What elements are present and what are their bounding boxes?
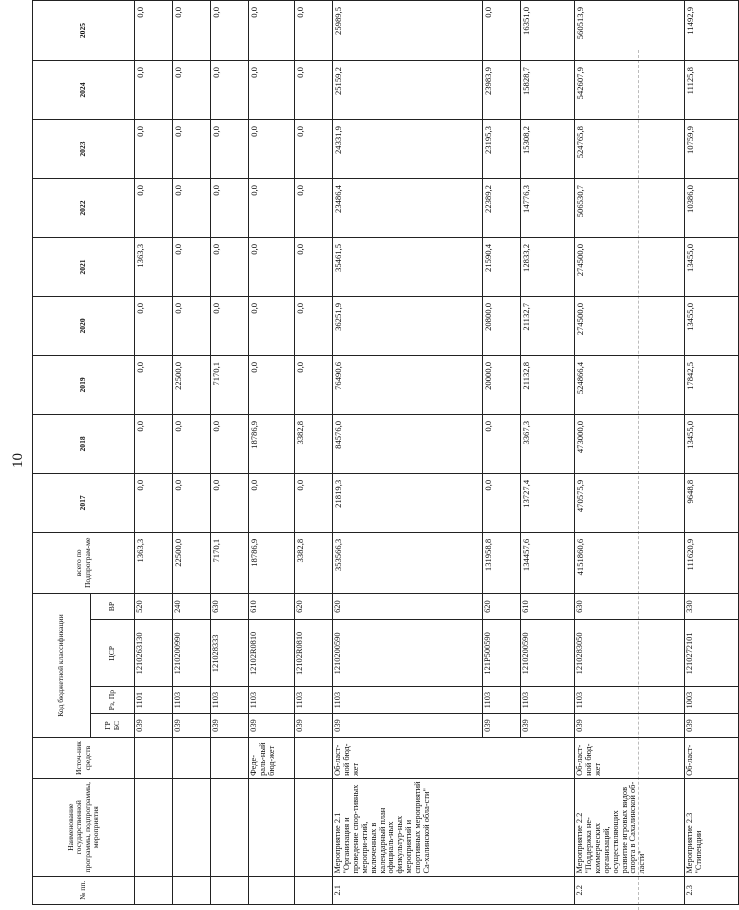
row-number — [295, 876, 333, 904]
row-number: 2.3 — [685, 876, 739, 904]
row-number — [211, 876, 249, 904]
funding-source — [211, 738, 249, 779]
year-value: 7170,1 — [211, 355, 249, 414]
year-value: 84576,0 — [333, 414, 483, 473]
csr-code: 1210200990 — [173, 620, 211, 687]
year-value: 22500,0 — [173, 355, 211, 414]
year-value: 524765,8 — [575, 120, 685, 179]
year-value: 0,0 — [211, 473, 249, 532]
csr-code: 12102R0810 — [249, 620, 295, 687]
year-value: 0,0 — [135, 414, 173, 473]
year-value: 0,0 — [249, 1, 295, 61]
header-year: 2023 — [33, 120, 135, 179]
year-value: 0,0 — [173, 1, 211, 61]
total-value: 18786,9 — [249, 532, 295, 593]
csr-code: 1210200590 — [521, 620, 575, 687]
year-value: 0,0 — [295, 120, 333, 179]
year-value: 0,0 — [249, 355, 295, 414]
year-value: 23486,4 — [333, 179, 483, 238]
year-value: 9648,8 — [685, 473, 739, 532]
year-value: 0,0 — [295, 179, 333, 238]
year-value: 36251,9 — [333, 296, 483, 355]
header-year: 2020 — [33, 296, 135, 355]
csr-code: 1210283050 — [575, 620, 685, 687]
csr-code: 12102R0810 — [295, 620, 333, 687]
year-value: 13455,0 — [685, 296, 739, 355]
csr-code: 1210272101 — [685, 620, 739, 687]
year-value: 3367,3 — [521, 414, 575, 473]
rotated-document-sheet — [10, 0, 703, 905]
year-value: 473000,0 — [575, 414, 685, 473]
funding-source — [173, 738, 211, 779]
vr-code: 620 — [295, 593, 333, 619]
row-name — [173, 778, 211, 876]
year-value: 0,0 — [135, 296, 173, 355]
funding-source — [295, 738, 333, 779]
year-value: 0,0 — [135, 1, 173, 61]
header-num: № пп. — [33, 876, 135, 904]
budget-table — [32, 0, 739, 905]
header-year: 2024 — [33, 61, 135, 120]
row-name — [135, 778, 173, 876]
grbs-code: 039 — [685, 713, 739, 737]
total-value: 111620,9 — [685, 532, 739, 593]
vr-code: 330 — [685, 593, 739, 619]
year-value: 0,0 — [295, 296, 333, 355]
header-year: 2017 — [33, 473, 135, 532]
year-value: 0,0 — [295, 61, 333, 120]
table-row — [135, 1, 173, 905]
year-value: 506530,7 — [575, 179, 685, 238]
grbs-code: 039 — [249, 713, 295, 737]
csr-code: 121P500590 — [483, 620, 521, 687]
year-value: 12833,2 — [521, 238, 575, 297]
rzpr-code: 1101 — [135, 687, 173, 713]
year-value: 0,0 — [249, 238, 295, 297]
year-value: 0,0 — [211, 61, 249, 120]
year-value: 11492,9 — [685, 1, 739, 61]
year-value: 470575,9 — [575, 473, 685, 532]
table-row — [295, 1, 333, 905]
rzpr-code: 1103 — [575, 687, 685, 713]
total-value: 353566,3 — [333, 532, 483, 593]
year-value: 0,0 — [135, 355, 173, 414]
year-value: 21819,3 — [333, 473, 483, 532]
header-csr: ЦСР — [91, 620, 135, 687]
year-value: 76490,6 — [333, 355, 483, 414]
year-value: 20800,0 — [483, 296, 521, 355]
year-value: 0,0 — [295, 473, 333, 532]
table-body — [135, 1, 739, 905]
row-name: Мероприятие 2.1 "Организация и проведение спор-тивных меропри-ятий, включенных в календарный план официаль-ных физкультур-ных мероприятий и спортивных мероприятий Са-халинской обла-сти" — [333, 778, 575, 876]
rzpr-code: 1103 — [295, 687, 333, 713]
year-value: 35461,5 — [333, 238, 483, 297]
header-rzpr: Рз, Пр — [91, 687, 135, 713]
year-value: 1363,3 — [135, 238, 173, 297]
year-value: 0,0 — [249, 120, 295, 179]
row-number — [249, 876, 295, 904]
header-name: Наименование государственной программы, подпрограммы, мероприятия — [33, 778, 135, 876]
vr-code: 630 — [575, 593, 685, 619]
csr-code: 1210263130 — [135, 620, 173, 687]
row-name — [295, 778, 333, 876]
year-value: 16351,0 — [521, 1, 575, 61]
grbs-code: 039 — [575, 713, 685, 737]
funding-source: Об-ласт- — [685, 738, 739, 779]
row-number — [173, 876, 211, 904]
year-value: 0,0 — [173, 120, 211, 179]
rzpr-code: 1103 — [173, 687, 211, 713]
year-value: 0,0 — [135, 61, 173, 120]
header-vr: ВР — [91, 593, 135, 619]
year-value: 0,0 — [295, 1, 333, 61]
csr-code: 121028333 — [211, 620, 249, 687]
vr-code: 610 — [249, 593, 295, 619]
year-value: 0,0 — [483, 414, 521, 473]
year-value: 14776,3 — [521, 179, 575, 238]
year-value: 0,0 — [483, 473, 521, 532]
year-value: 24331,9 — [333, 120, 483, 179]
year-value: 13455,0 — [685, 414, 739, 473]
year-value: 0,0 — [295, 238, 333, 297]
row-number: 2.1 — [333, 876, 575, 904]
rzpr-code: 1103 — [249, 687, 295, 713]
year-value: 0,0 — [135, 473, 173, 532]
grbs-code: 039 — [173, 713, 211, 737]
row-number — [135, 876, 173, 904]
row-name — [249, 778, 295, 876]
year-value: 0,0 — [135, 179, 173, 238]
grbs-code: 039 — [295, 713, 333, 737]
year-value: 0,0 — [249, 296, 295, 355]
year-value: 0,0 — [173, 414, 211, 473]
year-value: 13727,4 — [521, 473, 575, 532]
year-value: 15308,2 — [521, 120, 575, 179]
grbs-code: 039 — [333, 713, 483, 737]
year-value: 17842,5 — [685, 355, 739, 414]
year-value: 560513,9 — [575, 1, 685, 61]
rzpr-code: 1003 — [685, 687, 739, 713]
grbs-code: 039 — [135, 713, 173, 737]
year-value: 21132,8 — [521, 355, 575, 414]
funding-source — [135, 738, 173, 779]
year-value: 23983,9 — [483, 61, 521, 120]
table-row — [333, 1, 483, 905]
header-year: 2018 — [33, 414, 135, 473]
year-value: 274500,0 — [575, 296, 685, 355]
year-value: 0,0 — [173, 296, 211, 355]
header-year: 2025 — [33, 1, 135, 61]
year-value: 0,0 — [173, 61, 211, 120]
year-value: 0,0 — [483, 1, 521, 61]
year-value: 25159,2 — [333, 61, 483, 120]
year-value: 13455,0 — [685, 238, 739, 297]
year-value: 0,0 — [211, 296, 249, 355]
grbs-code: 039 — [211, 713, 249, 737]
csr-code: 1210200590 — [333, 620, 483, 687]
year-value: 10386,0 — [685, 179, 739, 238]
rzpr-code: 1103 — [333, 687, 483, 713]
year-value: 0,0 — [211, 238, 249, 297]
header-source: Источ-ник средств — [33, 738, 135, 779]
year-value: 23195,3 — [483, 120, 521, 179]
total-value: 131958,8 — [483, 532, 521, 593]
vr-code: 610 — [521, 593, 575, 619]
year-value: 0,0 — [135, 120, 173, 179]
row-name: Мероприятие 2.2 "Поддержка не-коммерческих организаций, осуществляющих развитие игровых видов спорта в Сахалинской об-ласти" — [575, 778, 685, 876]
rzpr-code: 1103 — [483, 687, 521, 713]
year-value: 25989,5 — [333, 1, 483, 61]
year-value: 0,0 — [211, 1, 249, 61]
table-row — [211, 1, 249, 905]
header-total: всего по Подпрограм-ме — [33, 532, 135, 593]
year-value: 0,0 — [211, 414, 249, 473]
header-year: 2019 — [33, 355, 135, 414]
year-value: 0,0 — [211, 120, 249, 179]
table-row — [685, 1, 739, 905]
vr-code: 620 — [333, 593, 483, 619]
total-value: 134457,6 — [521, 532, 575, 593]
year-value: 3382,8 — [295, 414, 333, 473]
year-value: 18786,9 — [249, 414, 295, 473]
year-value: 542607,9 — [575, 61, 685, 120]
rzpr-code: 1103 — [521, 687, 575, 713]
table-row — [249, 1, 295, 905]
row-number: 2.2 — [575, 876, 685, 904]
vr-code: 520 — [135, 593, 173, 619]
vr-code: 630 — [211, 593, 249, 619]
rzpr-code: 1103 — [211, 687, 249, 713]
total-value: 22500,0 — [173, 532, 211, 593]
year-value: 0,0 — [173, 238, 211, 297]
year-value: 0,0 — [173, 473, 211, 532]
year-value: 10759,9 — [685, 120, 739, 179]
funding-source: Феде-раль-ный бюд-жет — [249, 738, 295, 779]
table-row — [173, 1, 211, 905]
year-value: 21132,7 — [521, 296, 575, 355]
header-year: 2022 — [33, 179, 135, 238]
header-grbs: ГР БС — [91, 713, 135, 737]
header-year: 2021 — [33, 238, 135, 297]
row-name — [211, 778, 249, 876]
year-value: 11125,8 — [685, 61, 739, 120]
header-budget-code: Код бюджетной классификации — [33, 593, 91, 737]
total-value: 1363,3 — [135, 532, 173, 593]
year-value: 21590,4 — [483, 238, 521, 297]
grbs-code: 039 — [521, 713, 575, 737]
year-value: 20000,0 — [483, 355, 521, 414]
vr-code: 240 — [173, 593, 211, 619]
year-value: 274500,0 — [575, 238, 685, 297]
funding-source: Об-ласт-ной бюд-жет — [575, 738, 685, 779]
page-number: 10 — [10, 453, 26, 468]
total-value: 3382,8 — [295, 532, 333, 593]
year-value: 0,0 — [249, 61, 295, 120]
total-value: 4151860,6 — [575, 532, 685, 593]
year-value: 15828,7 — [521, 61, 575, 120]
year-value: 0,0 — [173, 179, 211, 238]
year-value: 0,0 — [211, 179, 249, 238]
year-value: 22389,2 — [483, 179, 521, 238]
total-value: 7170,1 — [211, 532, 249, 593]
year-value: 0,0 — [249, 473, 295, 532]
year-value: 0,0 — [249, 179, 295, 238]
year-value: 524866,4 — [575, 355, 685, 414]
funding-source: Об-ласт-ной бюд-жет — [333, 738, 575, 779]
vr-code: 620 — [483, 593, 521, 619]
year-value: 0,0 — [295, 355, 333, 414]
table-row — [575, 1, 685, 905]
grbs-code: 039 — [483, 713, 521, 737]
row-name: Мероприятие 2.3 "Стипендии — [685, 778, 739, 876]
